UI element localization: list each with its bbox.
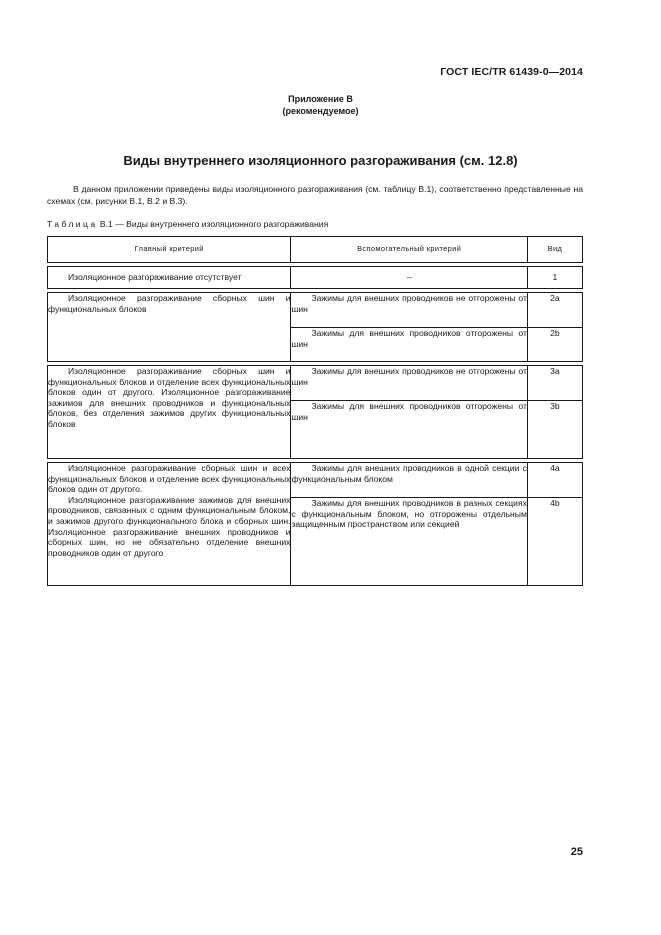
document-code: ГОСТ IEC/TR 61439-0—2014	[440, 66, 583, 78]
aux-criterion-cell	[291, 328, 527, 362]
intro-paragraph	[47, 183, 583, 207]
view-cell: 3a	[527, 366, 582, 401]
view-cell: 1	[527, 267, 582, 289]
view-cell: 4b	[527, 498, 582, 586]
view-cell: 2a	[527, 293, 582, 328]
annex-title: Приложение В	[288, 94, 353, 104]
header-view: Вид	[527, 237, 582, 263]
aux-criterion-text: Зажимы для внешних проводников в разных секциях с функциональным блоком, но отгорожены отдельным защищенным пространством или секцией	[291, 498, 527, 530]
aux-criterion-cell	[291, 366, 527, 401]
aux-criterion-cell	[291, 401, 527, 459]
main-criterion-text: Изоляционное разгораживание сборных шин и функциональных блоков	[48, 293, 291, 314]
main-criterion-text: Изоляционное разгораживание сборных шин и функциональных блоков и отделение всех функциональных блоков один от другого. Изоляционное разгораживание зажимов для внешних проводников и функциональных блоков, без отделения зажимов других функциональных блоков	[48, 366, 291, 429]
main-criterion-text-2: Изоляционное разгораживание зажимов для внешних проводников, связанных с одним функциональным блоком, и зажимов другого функционального блока и сборных шин. Изоляционное разгораживание внешних проводников и сборных шин, но не обязательно отделение внешних проводников один от другого	[48, 494, 291, 558]
table-row	[48, 267, 583, 289]
table-caption-text: В.1 — Виды внутреннего изоляционного разгораживания	[99, 219, 329, 229]
aux-criterion-text: Зажимы для внешних проводников отгорожены от шин	[291, 328, 527, 349]
section-title: Виды внутреннего изоляционного разгораживания (см. 12.8)	[123, 153, 518, 168]
main-criterion-cell	[48, 293, 291, 362]
header-main-criterion: Главный критерий	[48, 237, 291, 263]
view-cell: 3b	[527, 401, 582, 459]
aux-criterion-text: Зажимы для внешних проводников в одной секции с функциональным блоком	[291, 463, 527, 484]
main-criterion-text: Изоляционное разгораживание отсутствует	[68, 272, 242, 283]
table-caption	[47, 219, 328, 229]
table-row	[48, 366, 583, 401]
separation-forms-table	[47, 236, 583, 586]
main-criterion-text-1: Изоляционное разгораживание сборных шин и всех функциональных блоков и отделение всех функциональных блоков один от другого.	[48, 463, 291, 495]
aux-criterion-text: Зажимы для внешних проводников не отгорожены от шин	[291, 293, 527, 314]
aux-criterion-text: Зажимы для внешних проводников не отгорожены от шин	[291, 366, 527, 387]
main-criterion-cell	[48, 267, 291, 289]
table-caption-label: Таблица	[47, 219, 98, 229]
table-row	[48, 293, 583, 328]
table-row	[48, 463, 583, 498]
aux-criterion-cell	[291, 463, 527, 498]
table-header-row	[48, 237, 583, 263]
main-criterion-cell	[48, 366, 291, 459]
header-aux-criterion: Вспомогательный критерий	[291, 237, 527, 263]
view-cell: 2b	[527, 328, 582, 362]
intro-text: В данном приложении приведены виды изоляционного разгораживания (см. таблицу В.1), соответственно представленные на схемах (см. рисунки В.1, В.2 и В.3).	[47, 184, 583, 206]
page-number: 25	[570, 846, 583, 858]
aux-criterion-cell	[291, 293, 527, 328]
aux-criterion-cell: –	[291, 267, 527, 289]
main-criterion-cell	[48, 463, 291, 586]
annex-subtitle: (рекомендуемое)	[282, 106, 359, 116]
view-cell: 4a	[527, 463, 582, 498]
aux-criterion-cell	[291, 498, 527, 586]
aux-criterion-text: Зажимы для внешних проводников отгорожены от шин	[291, 401, 527, 422]
